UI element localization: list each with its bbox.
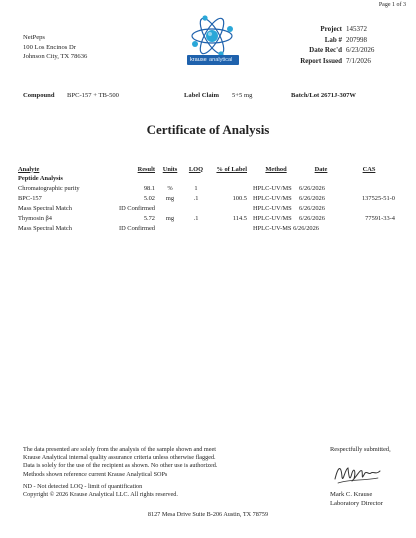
cell-date: 6/26/2026 [299, 194, 325, 202]
cell-cas [343, 183, 395, 193]
krause-logo [183, 15, 241, 70]
cell-method: HPLC-UV-MS 6/26/2026 [253, 224, 319, 232]
cell-loq: .1 [193, 214, 199, 222]
signatory-title: Laboratory Director [330, 500, 383, 507]
cell-units: mg [165, 214, 175, 222]
section-row [18, 173, 395, 183]
meta-project [272, 24, 374, 35]
section-title: Peptide Analysis [18, 174, 63, 182]
header-loq: LOQ [188, 165, 204, 173]
table-row [18, 213, 395, 223]
atom-icon [183, 15, 241, 57]
disclaimer-line: The data presented are solely from the analysis of the sample shown and meet [23, 446, 216, 453]
cell-pct: 100.5 [232, 194, 247, 202]
cell-analyte: Chromatographic purity [18, 184, 80, 192]
cell-result: 5.02 [143, 194, 155, 202]
report-meta [272, 24, 374, 66]
meta-report-issued-value: 7/1/2026 [346, 56, 371, 65]
meta-lab-value: 207998 [346, 35, 367, 44]
table-row [18, 223, 395, 233]
signature-closing: Respectfully submitted, [330, 446, 391, 453]
cell-cas [343, 203, 395, 213]
cell-method: HPLC-UV/MS [253, 204, 292, 212]
cell-analyte: Mass Spectral Match [18, 204, 72, 212]
cell-method: HPLC-UV/MS [253, 214, 292, 222]
header-cas: CAS [362, 165, 376, 173]
meta-project-value: 145372 [346, 25, 367, 33]
meta-report-issued-label: Report Issued [300, 56, 342, 65]
cell-analyte: BPC-157 [18, 194, 42, 202]
cell-date: 6/26/2026 [299, 204, 325, 212]
cell-units: mg [165, 194, 175, 202]
client-street: 100 Los Encinos Dr [23, 43, 76, 51]
label-claim-value: 5+5 mg [232, 92, 253, 99]
logo-wordmark [187, 55, 239, 65]
logo-word-analytical: analytical [209, 57, 233, 63]
meta-date-recd [272, 45, 374, 56]
meta-project-label: Project [320, 25, 342, 33]
cell-result: ID Confirmed [118, 224, 155, 232]
header-analyte: Analyte [18, 165, 40, 173]
results-table [18, 165, 395, 233]
batch-lot: Batch/Lot 2671J-307W [291, 92, 357, 99]
table-header-row [18, 165, 395, 173]
client-name: NetPeps [23, 34, 45, 41]
client-city: Johnson City, TX 78636 [23, 53, 88, 61]
header-units: Units [162, 165, 178, 173]
cell-pct [207, 183, 247, 193]
disclaimer-line: ND - Not detected LOQ - limit of quantification [23, 482, 143, 490]
cell-loq: .1 [193, 194, 199, 202]
signatory [330, 490, 383, 508]
cell-result: 98.1 [143, 184, 155, 192]
handwritten-signature [332, 459, 384, 489]
header-method: Method [265, 165, 287, 173]
page-number: Page 1 of 3 [378, 2, 406, 8]
cell-date: 6/26/2026 [299, 214, 325, 222]
footer-address: 8127 Mesa Drive Suite B-206 Austin, TX 78759 [147, 511, 269, 518]
disclaimer-line: Methods shown reference current Krause Analytical SOPs [23, 470, 168, 478]
meta-lab-label: Lab # [324, 35, 342, 44]
cell-date: 6/26/2026 [299, 184, 325, 192]
client-address [23, 33, 87, 62]
cell-pct [207, 203, 247, 213]
cell-cas: 137525-51-0 [361, 194, 395, 202]
meta-lab [272, 35, 374, 46]
cell-analyte: Thymosin β4 [18, 214, 52, 222]
cell-units [155, 203, 185, 213]
cell-method: HPLC-UV/MS [253, 194, 292, 202]
cell-loq [185, 203, 207, 213]
logo-word-krause: krause [190, 57, 207, 63]
compound-label: Compound [23, 92, 55, 99]
cell-loq: 1 [194, 184, 198, 192]
disclaimer-line: Data is solely for the use of the recipient as shown. No other use is authorized. [23, 462, 218, 470]
label-claim-label: Label Claim [184, 92, 219, 99]
cell-method: HPLC-UV/MS [253, 184, 292, 192]
cell-units: % [167, 184, 173, 192]
header-result: Result [137, 165, 155, 173]
table-row [18, 203, 395, 213]
cell-units [155, 223, 185, 233]
cell-pct [207, 223, 247, 233]
disclaimer [23, 446, 217, 499]
cell-result: 5.72 [143, 214, 155, 222]
disclaimer-line: Copyright © 2026 Krause Analytical LLC. All rights reserved. [23, 491, 178, 499]
cell-cas: 77591-33-4 [365, 214, 395, 222]
compound-value: BPC-157 + TB-500 [67, 92, 119, 99]
table-row [18, 193, 395, 203]
meta-report-issued [272, 56, 374, 67]
header-pct-label: % of Label [216, 165, 247, 173]
cell-cas [343, 223, 395, 233]
cell-loq [185, 223, 207, 233]
meta-date-recd-value: 6/23/2026 [346, 46, 375, 55]
cell-pct: 114.5 [232, 214, 247, 222]
signatory-name: Mark C. Krause [330, 491, 373, 498]
disclaimer-line: Krause Analytical internal quality assurance criteria unless otherwise flagged. [23, 454, 216, 462]
header-date: Date [314, 165, 328, 173]
meta-date-recd-label: Date Rec'd [309, 46, 342, 55]
cell-result: ID Confirmed [118, 204, 155, 212]
table-row [18, 183, 395, 193]
cell-analyte: Mass Spectral Match [18, 224, 72, 232]
document-title: Certificate of Analysis [146, 122, 270, 137]
